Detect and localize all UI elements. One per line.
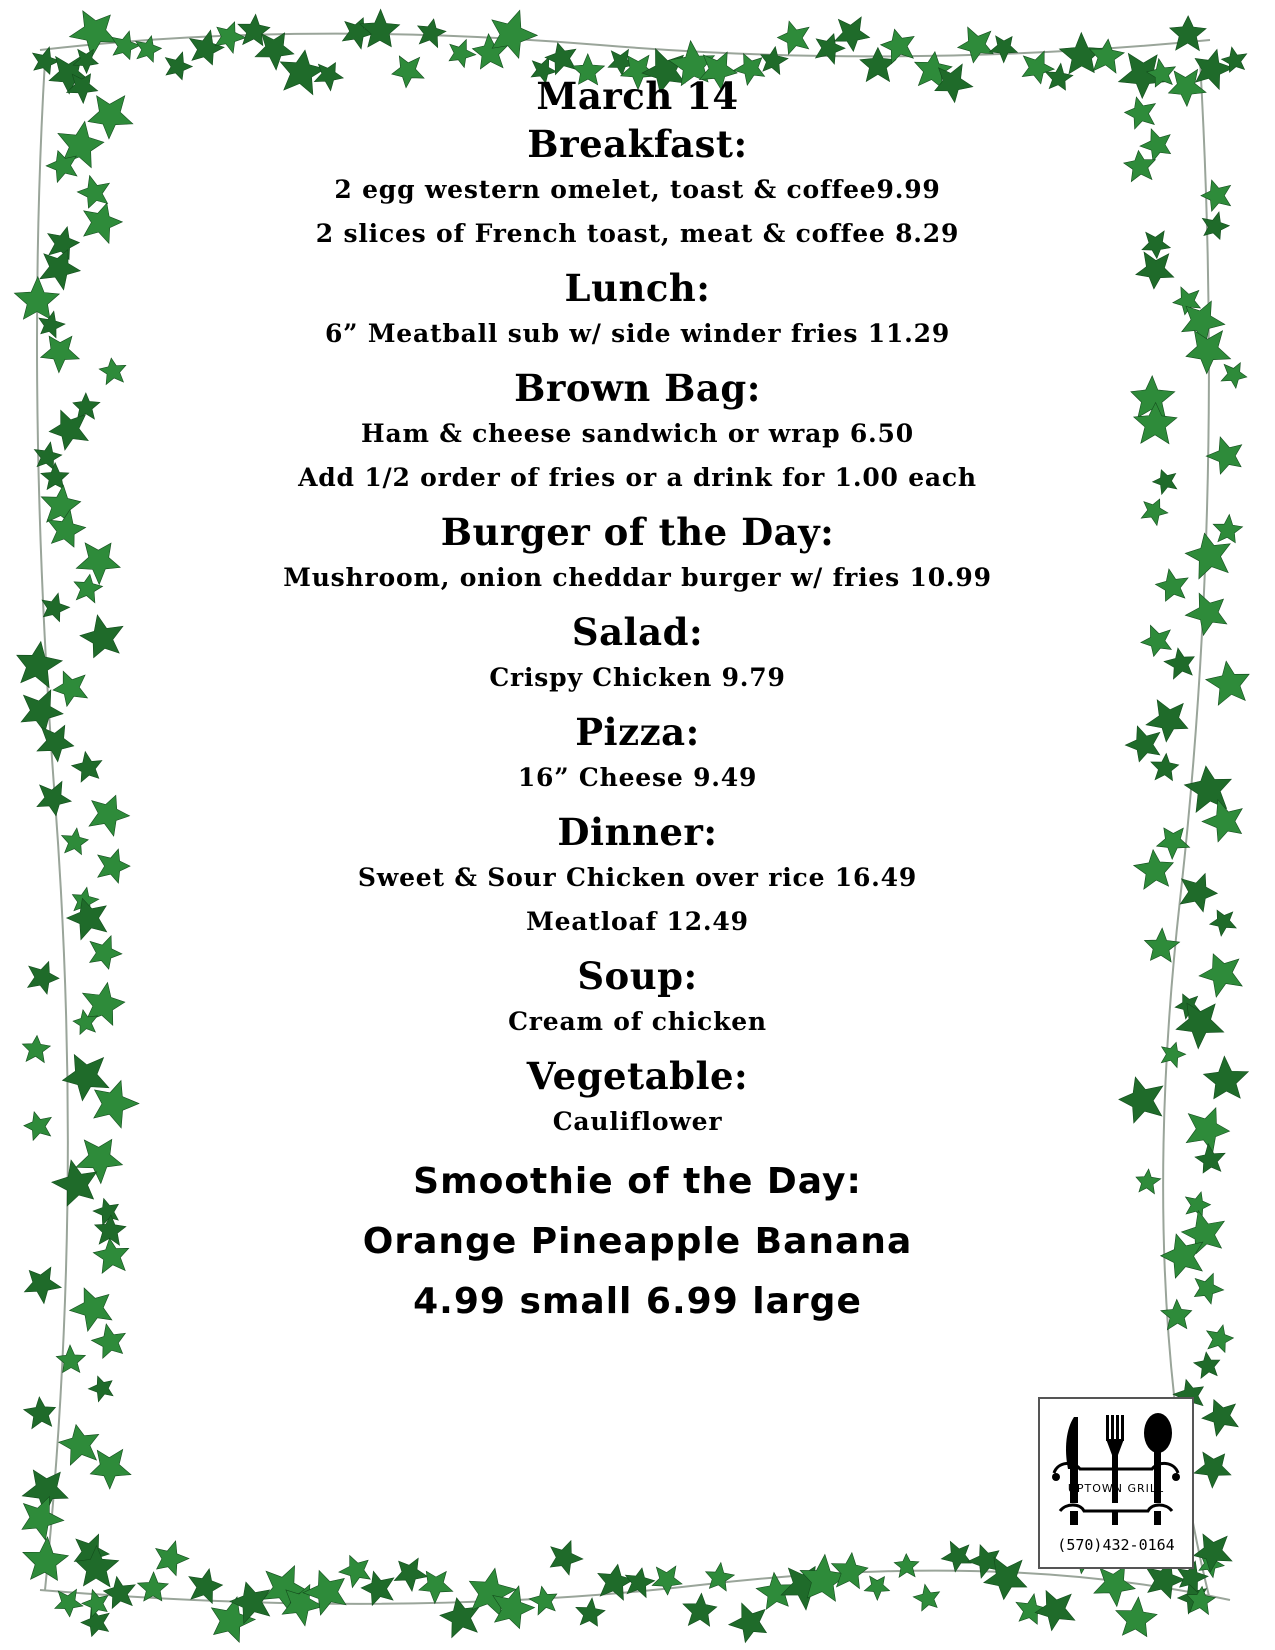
- vegetable-item: Cauliflower: [552, 1107, 723, 1136]
- dinner-item: Meatloaf 12.49: [526, 907, 749, 936]
- breakfast-item: 2 slices of French toast, meat & coffee 8.29: [315, 219, 960, 248]
- smoothie-heading: Smoothie of the Day:: [413, 1161, 862, 1202]
- dinner-item: Sweet & Sour Chicken over rice 16.49: [357, 863, 918, 892]
- vegetable-heading: Vegetable:: [526, 1054, 749, 1098]
- dinner-heading: Dinner:: [557, 810, 718, 854]
- soup-item: Cream of chicken: [508, 1007, 767, 1036]
- salad-item: Crispy Chicken 9.79: [489, 663, 786, 692]
- smoothie-name: Orange Pineapple Banana: [362, 1221, 913, 1262]
- uptown-grill-logo: [1038, 1397, 1194, 1569]
- salad-heading: Salad:: [571, 610, 704, 654]
- breakfast-heading: Breakfast:: [527, 122, 748, 166]
- soup-heading: Soup:: [577, 954, 698, 998]
- logo-phone: (570)432-0164: [1057, 1536, 1175, 1554]
- burger-heading: Burger of the Day:: [440, 510, 835, 554]
- lunch-heading: Lunch:: [564, 266, 711, 310]
- brown-bag-item: Add 1/2 order of fries or a drink for 1.00 each: [298, 463, 977, 492]
- pizza-heading: Pizza:: [575, 710, 700, 754]
- smoothie-price: 4.99 small 6.99 large: [413, 1281, 862, 1322]
- daily-menu: [180, 72, 1095, 1332]
- logo-name: UPTOWN GRILL: [1067, 1482, 1165, 1495]
- brown-bag-heading: Brown Bag:: [514, 366, 761, 410]
- lunch-item: 6” Meatball sub w/ side winder fries 11.29: [324, 319, 951, 348]
- brown-bag-item: Ham & cheese sandwich or wrap 6.50: [361, 419, 914, 448]
- burger-item: Mushroom, onion cheddar burger w/ fries 10.99: [283, 563, 992, 592]
- menu-date: March 14: [536, 74, 739, 118]
- pizza-item: 16” Cheese 9.49: [517, 763, 758, 792]
- breakfast-item: 2 egg western omelet, toast & coffee9.99: [334, 175, 941, 204]
